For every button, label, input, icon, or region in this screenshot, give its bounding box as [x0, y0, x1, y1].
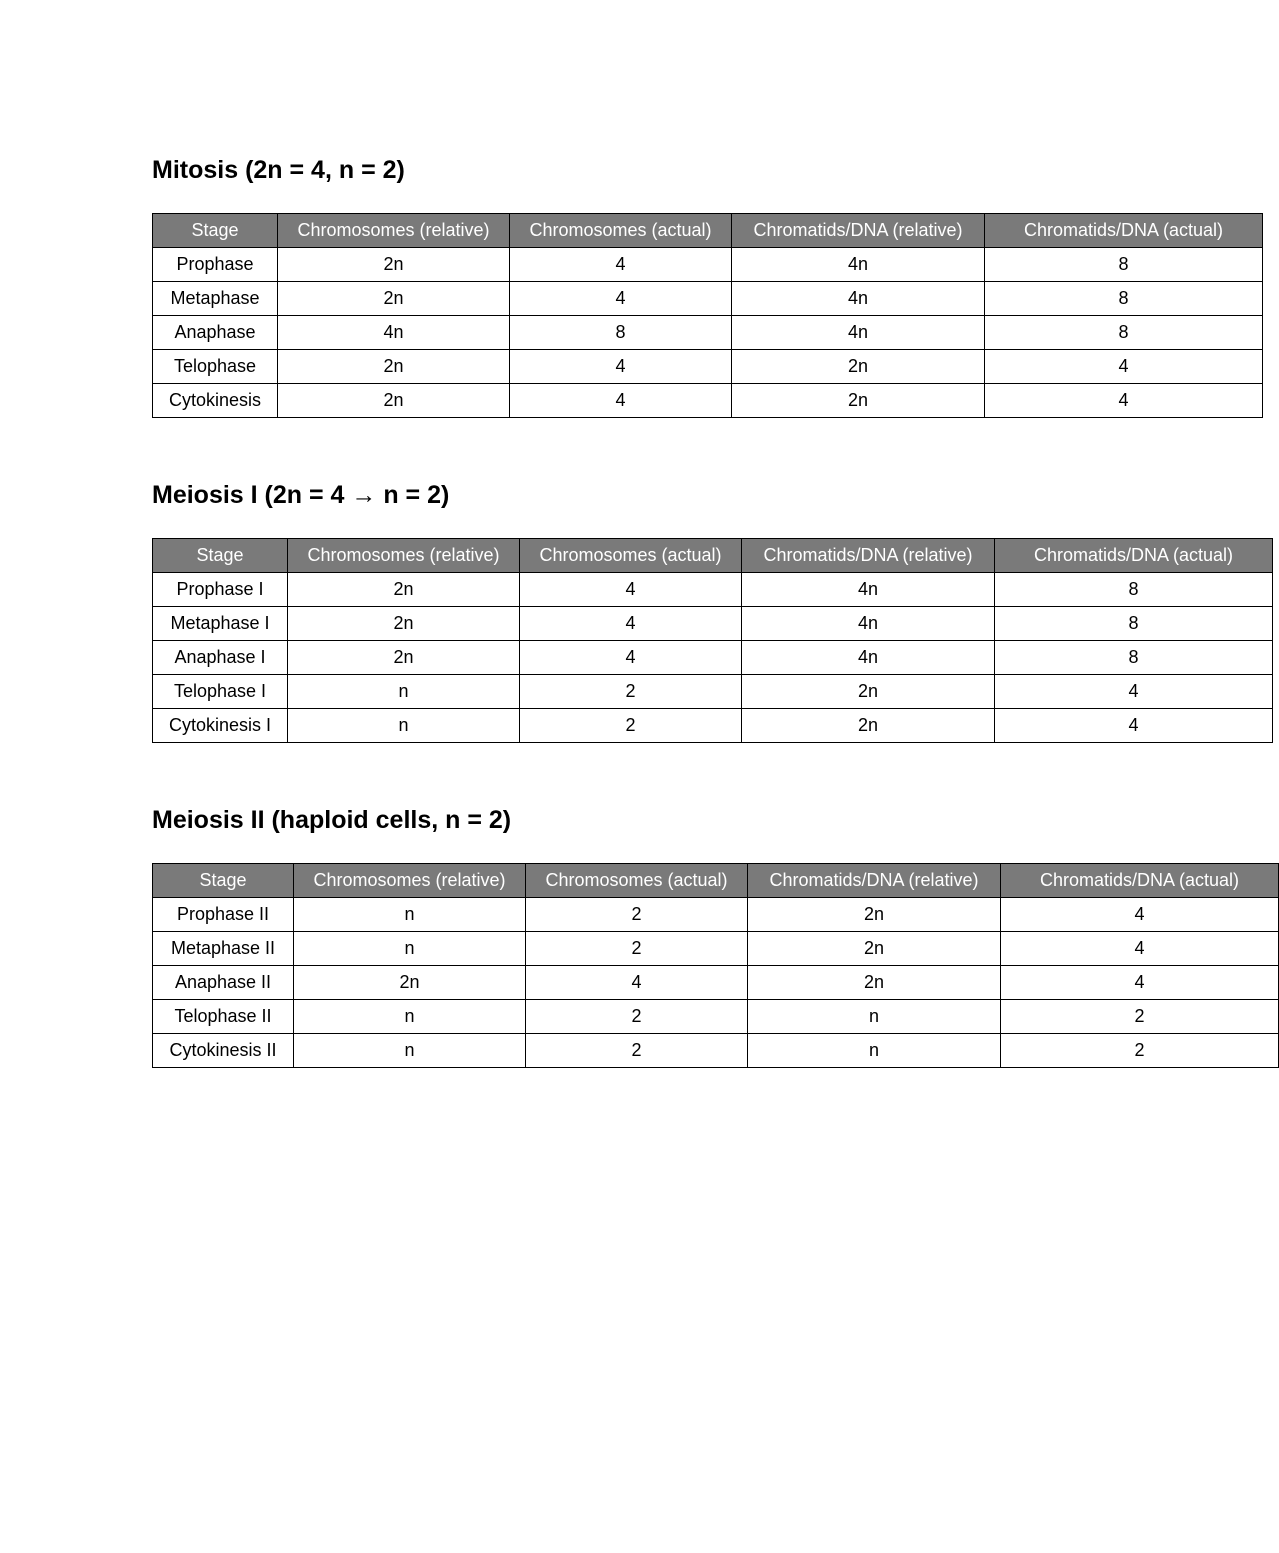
meiosis-2-table: [152, 863, 1279, 1068]
table-cell: n: [294, 898, 526, 932]
table-header-row: [153, 864, 1279, 898]
table-cell: n: [294, 1034, 526, 1068]
table-cell: 2: [526, 932, 748, 966]
table-cell: n: [288, 675, 520, 709]
table-cell: 2n: [748, 898, 1001, 932]
table-cell: 2n: [278, 248, 510, 282]
table-cell: 8: [985, 282, 1263, 316]
table-cell: 2: [1001, 1034, 1279, 1068]
header-chromatids-relative: Chromatids/DNA (relative): [732, 214, 985, 248]
table-row: [153, 966, 1279, 1000]
section-meiosis-1: [152, 480, 1234, 735]
table-cell: 4n: [742, 641, 995, 675]
table-cell: 2n: [732, 350, 985, 384]
table-row: [153, 932, 1279, 966]
table-row: [153, 641, 1273, 675]
table-cell: 4: [510, 384, 732, 418]
table-cell: 4: [1001, 898, 1279, 932]
table-cell: 8: [995, 607, 1273, 641]
table-row: [153, 898, 1279, 932]
stage-cell: Metaphase I: [153, 607, 288, 641]
table-cell: 2n: [288, 573, 520, 607]
table-row: [153, 1034, 1279, 1068]
table-cell: 4n: [732, 282, 985, 316]
table-cell: 4: [520, 641, 742, 675]
table-cell: 4: [526, 966, 748, 1000]
header-stage: Stage: [153, 864, 294, 898]
table-header-row: [153, 539, 1273, 573]
table-cell: 2n: [288, 641, 520, 675]
stage-cell: Anaphase II: [153, 966, 294, 1000]
table-cell: 2: [526, 1034, 748, 1068]
table-cell: 8: [985, 316, 1263, 350]
header-stage: Stage: [153, 214, 278, 248]
table-cell: 4: [1001, 966, 1279, 1000]
table-cell: 8: [510, 316, 732, 350]
stage-cell: Prophase I: [153, 573, 288, 607]
table-cell: 2n: [748, 966, 1001, 1000]
table-cell: 4n: [742, 573, 995, 607]
table-row: [153, 350, 1263, 384]
stage-cell: Metaphase: [153, 282, 278, 316]
table-cell: 4: [1001, 932, 1279, 966]
table-cell: 4: [520, 573, 742, 607]
stage-cell: Metaphase II: [153, 932, 294, 966]
table-cell: 8: [995, 573, 1273, 607]
stage-cell: Prophase II: [153, 898, 294, 932]
section-title: Meiosis II (haploid cells, n = 2): [152, 806, 512, 834]
stage-cell: Cytokinesis: [153, 384, 278, 418]
meiosis-1-table: [152, 538, 1273, 743]
table-cell: 4n: [732, 316, 985, 350]
stage-cell: Prophase: [153, 248, 278, 282]
header-chromosomes-relative: Chromosomes (relative): [294, 864, 526, 898]
table-row: [153, 316, 1263, 350]
stage-cell: Cytokinesis II: [153, 1034, 294, 1068]
table-cell: 2: [520, 709, 742, 743]
header-stage: Stage: [153, 539, 288, 573]
mitosis-table: [152, 213, 1263, 418]
table-cell: 2n: [742, 709, 995, 743]
header-chromatids-relative: Chromatids/DNA (relative): [742, 539, 995, 573]
stage-cell: Anaphase I: [153, 641, 288, 675]
header-chromosomes-actual: Chromosomes (actual): [510, 214, 732, 248]
table-cell: 4n: [278, 316, 510, 350]
table-row: [153, 248, 1263, 282]
section-mitosis: [152, 155, 1224, 410]
section-meiosis-2: [152, 805, 1240, 1060]
table-row: [153, 282, 1263, 316]
table-row: [153, 384, 1263, 418]
header-chromosomes-actual: Chromosomes (actual): [520, 539, 742, 573]
header-chromatids-actual: Chromatids/DNA (actual): [995, 539, 1273, 573]
table-cell: 4: [995, 675, 1273, 709]
table-row: [153, 675, 1273, 709]
table-cell: 4: [510, 282, 732, 316]
header-chromatids-actual: Chromatids/DNA (actual): [1001, 864, 1279, 898]
stage-cell: Telophase I: [153, 675, 288, 709]
table-cell: n: [748, 1000, 1001, 1034]
table-header-row: [153, 214, 1263, 248]
table-cell: 2n: [278, 384, 510, 418]
table-cell: 4: [995, 709, 1273, 743]
table-cell: 4: [520, 607, 742, 641]
table-cell: 4n: [732, 248, 985, 282]
header-chromatids-actual: Chromatids/DNA (actual): [985, 214, 1263, 248]
table-cell: 2n: [288, 607, 520, 641]
table-cell: 2n: [748, 932, 1001, 966]
table-cell: 4n: [742, 607, 995, 641]
table-cell: 2n: [742, 675, 995, 709]
table-cell: 2: [1001, 1000, 1279, 1034]
table-cell: 2: [526, 1000, 748, 1034]
table-cell: 4: [985, 350, 1263, 384]
table-cell: n: [294, 1000, 526, 1034]
table-cell: n: [748, 1034, 1001, 1068]
table-cell: 2: [526, 898, 748, 932]
table-row: [153, 573, 1273, 607]
table-row: [153, 709, 1273, 743]
table-cell: 2n: [278, 350, 510, 384]
header-chromosomes-relative: Chromosomes (relative): [278, 214, 510, 248]
table-cell: 4: [985, 384, 1263, 418]
table-row: [153, 1000, 1279, 1034]
table-cell: 8: [995, 641, 1273, 675]
table-cell: 2n: [294, 966, 526, 1000]
header-chromosomes-relative: Chromosomes (relative): [288, 539, 520, 573]
table-cell: 4: [510, 350, 732, 384]
table-row: [153, 607, 1273, 641]
stage-cell: Anaphase: [153, 316, 278, 350]
table-cell: 2: [520, 675, 742, 709]
header-chromatids-relative: Chromatids/DNA (relative): [748, 864, 1001, 898]
table-cell: 2n: [278, 282, 510, 316]
section-title: Meiosis I (2n = 4 → n = 2): [152, 481, 450, 509]
table-cell: n: [294, 932, 526, 966]
stage-cell: Telophase: [153, 350, 278, 384]
header-chromosomes-actual: Chromosomes (actual): [526, 864, 748, 898]
table-cell: 8: [985, 248, 1263, 282]
table-cell: 2n: [732, 384, 985, 418]
stage-cell: Telophase II: [153, 1000, 294, 1034]
section-title: Mitosis (2n = 4, n = 2): [152, 156, 405, 184]
table-cell: 4: [510, 248, 732, 282]
stage-cell: Cytokinesis I: [153, 709, 288, 743]
table-cell: n: [288, 709, 520, 743]
